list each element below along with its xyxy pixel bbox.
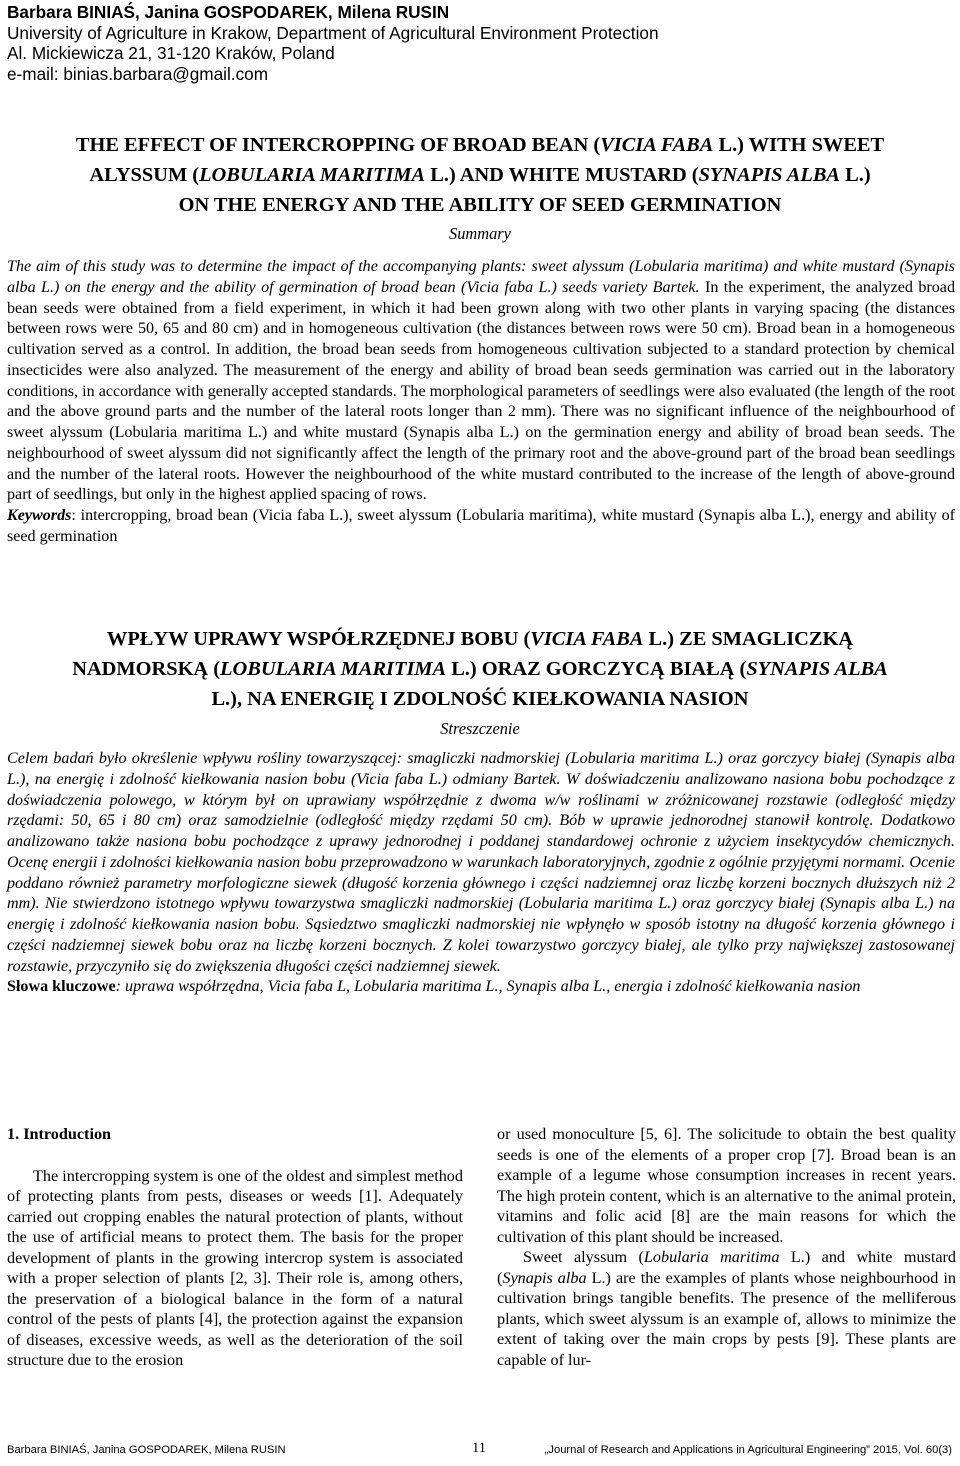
abstract-pl-body: Dodatkowo analizowano także nasiona bobu pochodzące z uprawy jednorodnej i poddanej standardowej ochronie z użyciem insektycydów chemicznych. Ocenę energii i zdolności kiełkowania nasion bobu przeprowadzono w warunkach laboratoryjnych, zgodnie z ogólnie przyjętymi normami. Ocenie poddano również parametry morfologiczne siewek (długość korzenia głównego i części nadziemnej oraz liczbę korzeni bocznych dłuższych niż 2 mm). Nie stwierdzono istotnego wpływu towarzystwa smagliczki nadmorskiej (Lobularia maritima L.) oraz gorczycy białej (Synapis alba L.) na energię i zdolność kiełkowania nasion bobu. Sąsiedztwo smagliczki nadmorskiej nie wpłynęło w sposób istotny na długość korzenia głównego i części nadziemnej siewek bobu oraz na liczbę korzeni bocznych. Z kolei towarzystwo gorczycy białej, ale tylko przy największej zastosowanej rozstawie, przyczyniło się do zwiększenia długości części nadziemnej siewek. [7,812,955,975]
keywords-en: : intercropping, broad bean (Vicia faba L.), sweet alyssum (Lobularia maritima), white mustard (Synapis alba L.), energy and ability of seed germination [7,507,955,545]
footer-journal: „Journal of Research and Applications in Agricultural Engineering” 2015, Vol. 60(3) [544,1444,952,1456]
introduction-heading: 1. Introduction [7,1125,112,1143]
column-left [7,1124,463,1371]
keywords-pl: : uprawa współrzędna, Vicia faba L, Lobularia maritima L., Synapis alba L., energia i zdolność kiełkowania nasion [115,978,861,996]
authors: Barbara BINIAŚ, Janina GOSPODAREK, Milena RUSIN [7,2,450,22]
title-english [0,130,960,220]
affiliation: University of Agriculture in Krakow, Department of Agricultural Environment Protection [7,22,659,43]
email: e-mail: binias.barbara@gmail.com [7,63,269,84]
title-en-line-2: ALYSSUM (LOBULARIA MARITIMA L.) AND WHITE MUSTARD (SYNAPIS ALBA L.) [89,164,871,186]
abstract-en-aim: The aim of this study was to determine the impact of the accompanying plants: sweet alyssum (Lobularia maritima) and white mustard (Synapis alba L.) on the energy and the ability of germination of broad bean (Vicia faba L.) seeds variety Bartek. [7,258,955,296]
summary-heading: Summary [449,224,511,243]
introduction-paragraph-2: or used monoculture [5, 6]. The solicitude to obtain the best quality seeds is one of the elements of a proper crop [7]. Broad bean is an example of a legume whose consumption increases in recent years. The high protein content, which is an alternative to the animal protein, vitamins and folic acid [8] are the main reasons for which the cultivation of this plant should be increased. [497,1125,956,1246]
introduction-paragraph-1: The intercropping system is one of the oldest and simplest method of protecting plants from pests, diseases or weeds [1]. Adequately carried out cropping enables the natural protection of plants, without the use of artificial means to protect them. The basis for the proper development of plants in the growing intercrop system is associated with a proper selection of plants [2, 3]. Their role is, among others, the preservation of a biological balance in the form of a natural control of the pests of plants [4], the protection against the expansion of diseases, excessive weeds, as well as the deterioration of the soil structure due to the erosion [7,1166,463,1370]
column-right [497,1124,956,1371]
address: Al. Mickiewicza 21, 31-120 Kraków, Poland [7,43,335,64]
abstract-polish [7,749,955,998]
abstract-english [7,257,955,548]
abstract-pl-aim: Celem badań było określenie wpływu rośliny towarzyszącej: smagliczki nadmorskiej (Lobularia maritima L.) oraz gorczycy białej (Synapis alba L.), na energię i zdolność kiełkowania nasion bobu (Vicia faba L.) odmiany Bartek. [7,750,955,788]
author-header [7,2,947,84]
title-pl-line-3: L.), NA ENERGIĘ I ZDOLNOŚĆ KIEŁKOWANIA NASION [211,688,749,710]
title-pl-line-2: NADMORSKĄ (LOBULARIA MARITIMA L.) ORAZ GORCZYCĄ BIAŁĄ (SYNAPIS ALBA [72,658,888,680]
abstract-pl-methods: W doświadczeniu analizowano nasiona bobu pochodzące z doświadczenia polowego, w którym był on uprawiany współrzędnie z dwoma w/w roślinami w zróżnicowanej rozstawie (odległość między rzędami: 50, 65 i 80 cm) oraz samodzielnie (odległość między rzędami 50 cm). Bób w uprawie jednorodnej stanowił kontrolę. [7,770,955,830]
title-en-line-1: THE EFFECT OF INTERCROPPING OF BROAD BEAN (VICIA FABA L.) WITH SWEET [75,134,885,156]
title-en-line-3: ON THE ENERGY AND THE ABILITY OF SEED GERMINATION [178,194,782,216]
page-number: 11 [472,1440,486,1456]
abstract-en-body: In the experiment, the analyzed broad bean seeds were obtained from a field experiment, in which it had been grown along with two other plants in varying spacing (the distances between rows were 50, 65 and 80 cm) and in homogeneous cultivation (the distances between rows were 50 cm). Broad bean in a homogeneous cultivation served as a control. In addition, the broad bean seeds from homogeneous cultivation subjected to a standard protection by chemical insecticides were also analyzed. The measurement of the energy and ability of broad bean seeds germination was carried out in the laboratory conditions, in accordance with generally accepted standards. The morphological parameters of seedlings were also evaluated (the length of the root and the above ground parts and the number of the lateral roots longer than 2 mm). There was no significant influence of the neighbourhood of sweet alyssum (Lobularia maritima L.) and white mustard (Synapis alba L.) on the germination energy and ability of broad bean seeds. The neighbourhood of sweet alyssum did not significantly affect the length of the primary root and the above-ground part of the broad bean seedlings and the number of the lateral roots. However the neighbourhood of the white mustard contributed to the increase of the length of above-ground part of seedlings, but only in the highest applied spacing of rows. [7,278,955,504]
streszczenie-heading: Streszczenie [440,719,520,738]
page-footer [0,1440,960,1466]
title-pl-line-1: WPŁYW UPRAWY WSPÓŁRZĘDNEJ BOBU (VICIA FABA L.) ZE SMAGLICZKĄ [106,628,854,650]
keywords-label: Keywords [7,507,72,524]
introduction-paragraph-3: Sweet alyssum (Lobularia maritima L.) and white mustard (Synapis alba L.) are the examples of plants whose neighbourhood in cultivation brings tangible benefits. The presence of the melliferous plants, which sweet alyssum is an example of, allows to minimize the extent of taking over the main crops by pests [9]. These plants are capable of lur- [497,1248,956,1370]
footer-authors: Barbara BINIAŚ, Janina GOSPODAREK, Milena RUSIN [7,1444,286,1456]
title-polish [0,624,960,714]
keywords-pl-label: Słowa kluczowe [7,978,116,996]
